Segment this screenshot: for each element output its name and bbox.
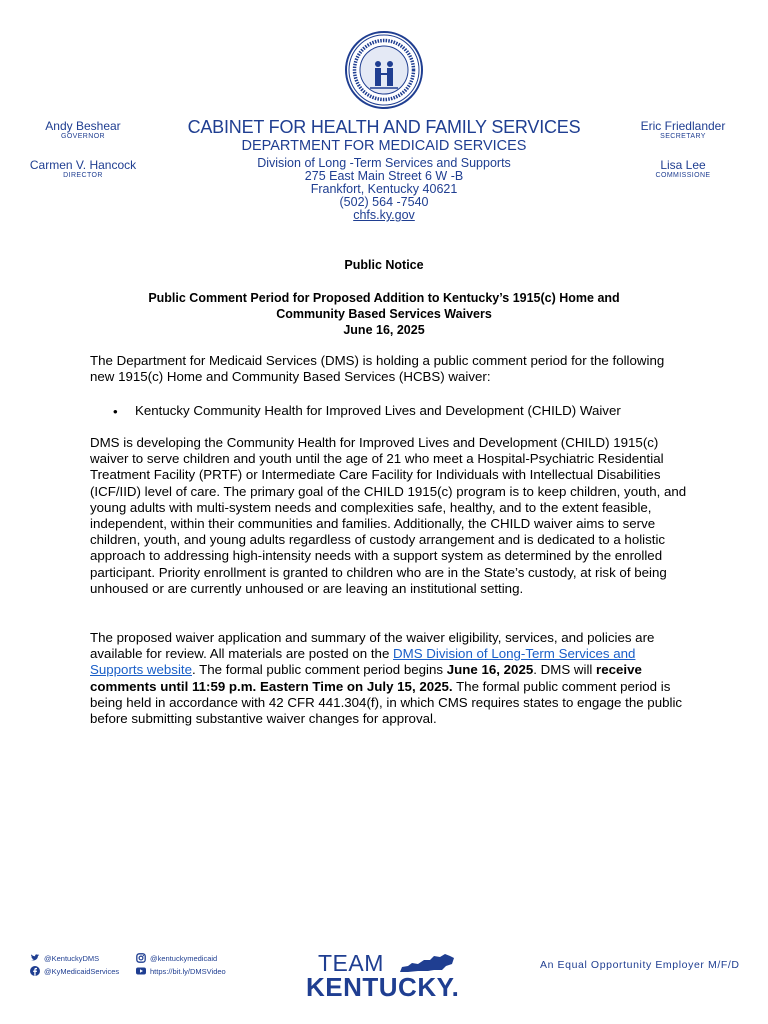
secretary-name: Eric Friedlander bbox=[640, 119, 726, 133]
p3-text-c: . DMS will bbox=[533, 662, 597, 678]
comment-deadline: receive comments until 11:59 p.m. Eastern Time on July 15, 2025. bbox=[90, 662, 642, 694]
twitter-icon bbox=[30, 953, 40, 963]
governor-name: Andy Beshear bbox=[45, 119, 121, 133]
secretary-role: SECRETARY bbox=[660, 133, 706, 140]
intro-paragraph: The Department for Medicaid Services (DMS) is holding a public comment period for the following new 1915(c) Home and Community Based Services (HCBS) waiver: bbox=[90, 353, 665, 385]
commissioner-name: Lisa Lee bbox=[660, 158, 706, 172]
cabinet-title: CABINET FOR HEALTH AND FAMILY SERVICES bbox=[187, 117, 581, 137]
instagram-handle[interactable] bbox=[136, 953, 217, 963]
notice-title: Public Notice bbox=[344, 258, 424, 272]
youtube-link[interactable] bbox=[136, 966, 226, 976]
director-role: DIRECTOR bbox=[63, 172, 103, 179]
phone-number: (502) 564 -7540 bbox=[339, 195, 429, 209]
program-description-paragraph: DMS is developing the Community Health for Improved Lives and Development (CHILD) 1915(c) waiver to serve children and youth until the age of 21 who meet a Hospital-Psychiatric Residential Treatment Facility (PRTF) or Intermediate Care Facility for Individuals with Intellectual Disabilities (ICF/IID) level of care. The primary goal of the CHILD 1915(c) program is to keep children, youth, and young adults with multi-system needs and complexities safe, healthy, and to the extent feasible, independent, within their communities and families. Additionally, the CHILD waiver aims to serve children, youth, and young adults regardless of custody arrangement and is dedicated to a holistic approach to addressing high-intensity needs with a support system as determined by the enrolled participant. Priority enrollment is granted to children who are in the State’s custody, at risk of being unhoused or are currently unhoused or are leaving an institutional setting. bbox=[90, 435, 687, 596]
facebook-handle-text: @KyMedicaidServices bbox=[44, 966, 120, 976]
instagram-icon bbox=[136, 953, 146, 963]
kentucky-seal-icon bbox=[344, 30, 424, 110]
facebook-handle[interactable] bbox=[30, 966, 119, 976]
subject-line-2: Community Based Services Waivers bbox=[276, 307, 492, 321]
notice-date: June 16, 2025 bbox=[343, 323, 425, 337]
twitter-handle[interactable] bbox=[30, 953, 99, 963]
instagram-handle-text: @kentuckymedicaid bbox=[150, 953, 218, 963]
comment-period-paragraph bbox=[90, 630, 690, 727]
notice-subject bbox=[0, 290, 768, 338]
p3-text-a: The proposed waiver application and summary of the waiver eligibility, services, and policies are available for review. All materials are posted on the bbox=[90, 630, 655, 662]
street-address: 275 East Main Street 6 W -B bbox=[304, 169, 464, 183]
kentucky-word: KENTUCKY. bbox=[306, 972, 460, 1002]
dms-ltss-website-link[interactable]: DMS Division of Long-Term Services and Supports website bbox=[90, 646, 636, 678]
youtube-icon bbox=[136, 966, 146, 976]
department-title: DEPARTMENT FOR MEDICAID SERVICES bbox=[241, 138, 527, 154]
p3-text-b: . The formal public comment period begins bbox=[192, 662, 447, 678]
division-name: Division of Long -Term Services and Supports bbox=[257, 156, 511, 170]
waiver-bullet-item: Kentucky Community Health for Improved Lives and Development (CHILD) Waiver bbox=[135, 403, 621, 418]
comment-start-date: June 16, 2025 bbox=[446, 662, 534, 678]
twitter-handle-text: @KentuckyDMS bbox=[44, 953, 100, 963]
youtube-link-text: https://bit.ly/DMSVideo bbox=[150, 966, 226, 976]
governor-role: GOVERNOR bbox=[60, 133, 106, 140]
city-address: Frankfort, Kentucky 40621 bbox=[310, 182, 458, 196]
bullet-icon: • bbox=[113, 404, 118, 419]
equal-opportunity-statement: An Equal Opportunity Employer M/F/D bbox=[540, 959, 740, 971]
facebook-icon bbox=[30, 966, 40, 976]
director-name: Carmen V. Hancock bbox=[29, 158, 137, 172]
website-link[interactable]: chfs.ky.gov bbox=[353, 208, 415, 222]
subject-line-1: Public Comment Period for Proposed Addition to Kentucky’s 1915(c) Home and bbox=[148, 291, 620, 305]
team-kentucky-logo bbox=[306, 950, 466, 1002]
p3-text-d: The formal public comment period is being held in accordance with 42 CFR 441.304(f), in which CMS requires states to engage the public before submitting substantive waiver changes for approval. bbox=[90, 678, 683, 727]
commissioner-role: COMMISSIONE bbox=[655, 172, 711, 179]
team-word: TEAM bbox=[318, 950, 384, 976]
